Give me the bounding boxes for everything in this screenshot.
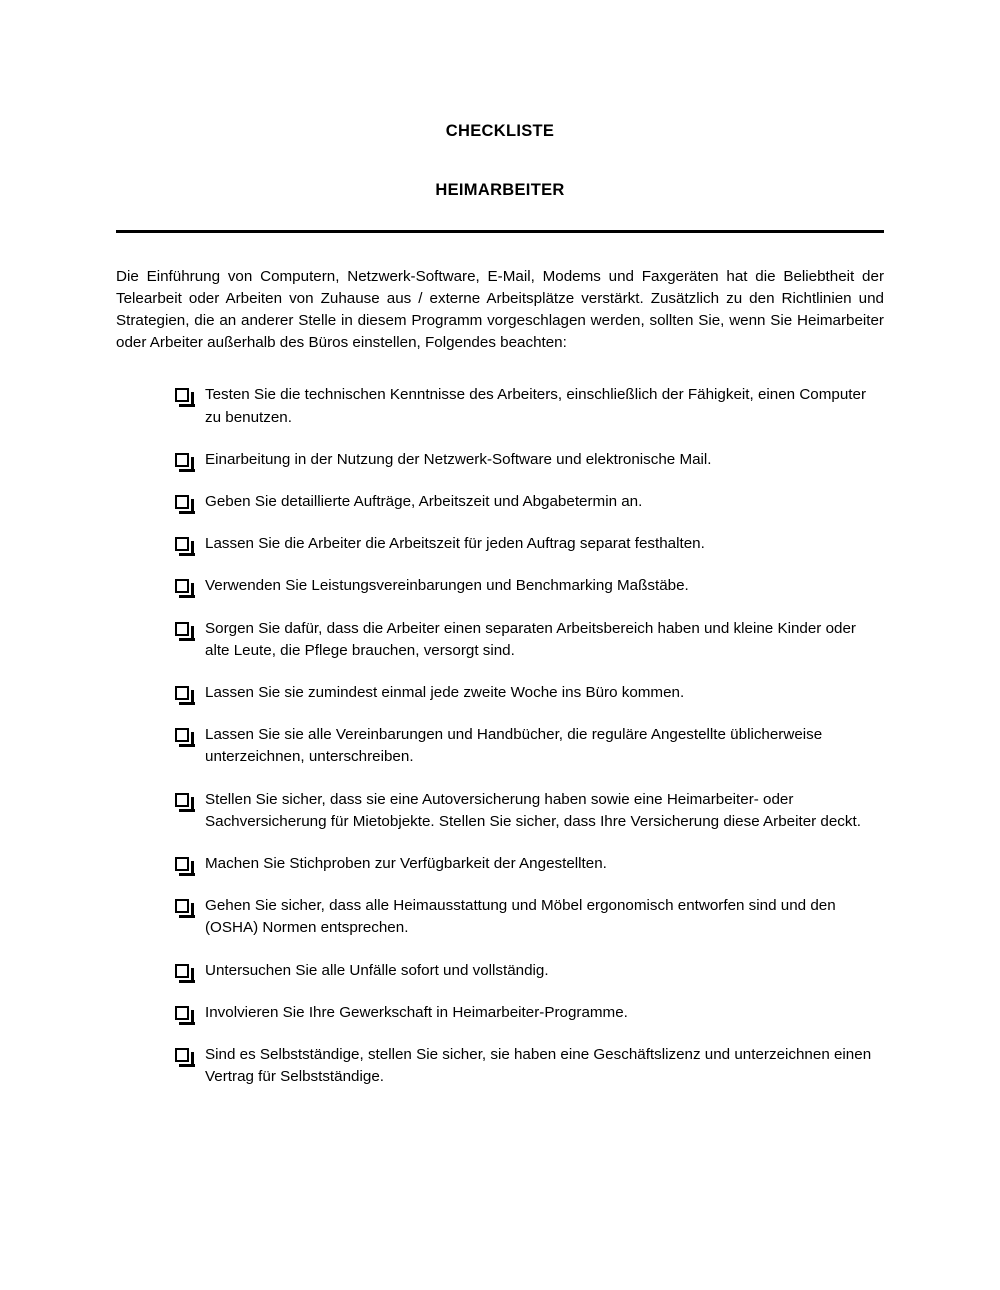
checkbox-icon[interactable] [175,899,189,913]
list-item-label: Lassen Sie die Arbeiter die Arbeitszeit für jeden Auftrag separat festhalten. [205,535,705,553]
page-title: CHECKLISTE [445,122,555,140]
header-divider [116,230,884,233]
list-item-label: Verwenden Sie Leistungsvereinbarungen und Benchmarking Maßstäbe. [205,577,689,595]
checkbox-icon[interactable] [175,793,189,807]
list-item[interactable] [175,618,875,662]
page-subtitle: HEIMARBEITER [435,180,565,199]
list-item-label: Geben Sie detaillierte Aufträge, Arbeitszeit und Abgabetermin an. [205,493,643,511]
document-header [116,0,884,201]
list-item[interactable] [175,533,875,555]
checkbox-icon[interactable] [175,537,189,551]
checkbox-icon[interactable] [175,728,189,742]
list-item[interactable] [175,1002,875,1024]
list-item[interactable] [175,575,875,597]
list-item[interactable] [175,682,875,704]
checkbox-icon[interactable] [175,495,189,509]
checkbox-icon[interactable] [175,857,189,871]
list-item-label: Untersuchen Sie alle Unfälle sofort und vollständig. [205,961,549,979]
list-item[interactable] [175,491,875,513]
list-item-label: Einarbeitung in der Nutzung der Netzwerk-Software und elektronische Mail. [205,450,712,468]
checkbox-icon[interactable] [175,579,189,593]
list-item-label: Gehen Sie sicher, dass alle Heimausstattung und Möbel ergonomisch entworfen sind und den (OSHA) Normen entsprechen. [205,897,836,937]
checkbox-icon[interactable] [175,388,189,402]
list-item[interactable] [175,960,875,982]
list-item-label: Sorgen Sie dafür, dass die Arbeiter einen separaten Arbeitsbereich haben und kleine Kinder oder alte Leute, die Pflege brauchen, versorgt sind. [205,619,856,659]
checkbox-icon[interactable] [175,964,189,978]
list-item[interactable] [175,384,875,428]
list-item-label: Machen Sie Stichproben zur Verfügbarkeit der Angestellten. [205,855,607,873]
list-item[interactable] [175,1044,875,1088]
checklist [116,384,884,1088]
list-item[interactable] [175,724,875,768]
list-item[interactable] [175,853,875,875]
document-content [116,0,884,1088]
list-item[interactable] [175,449,875,471]
list-item[interactable] [175,789,875,833]
list-item[interactable] [175,895,875,939]
list-item-label: Lassen Sie sie zumindest einmal jede zweite Woche ins Büro kommen. [205,684,685,702]
checkbox-icon[interactable] [175,453,189,467]
checkbox-icon[interactable] [175,622,189,636]
checkbox-icon[interactable] [175,686,189,700]
list-item-label: Stellen Sie sicher, dass sie eine Autoversicherung haben sowie eine Heimarbeiter- oder Sachversicherung für Mietobjekte. Stellen Sie sicher, dass Ihre Versicherung diese Arbeiter deckt. [205,790,861,830]
checkbox-icon[interactable] [175,1048,189,1062]
list-item-label: Sind es Selbstständige, stellen Sie sicher, sie haben eine Geschäftslizenz und unterzeichnen einen Vertrag für Selbstständige. [205,1046,872,1086]
intro-paragraph: Die Einführung von Computern, Netzwerk-Software, E-Mail, Modems und Faxgeräten hat die Beliebtheit der Telearbeit oder Arbeiten von Zuhause aus / externe Arbeitsplätze verstärkt. Zusätzlich zu den Richtlinien und Strategien, die an anderer Stelle in diesem Programm vorgeschlagen werden, sollten Sie, wenn Sie Heimarbeiter oder Arbeiter außerhalb des Büros einstellen, Folgendes beachten: [116,267,884,352]
list-item-label: Testen Sie die technischen Kenntnisse des Arbeiters, einschließlich der Fähigkeit, einen Computer zu benutzen. [205,386,867,426]
checkbox-icon[interactable] [175,1006,189,1020]
list-item-label: Involvieren Sie Ihre Gewerkschaft in Heimarbeiter-Programme. [205,1003,628,1021]
list-item-label: Lassen Sie sie alle Vereinbarungen und Handbücher, die reguläre Angestellte üblicherweise unterzeichnen, unterschreiben. [205,726,823,766]
